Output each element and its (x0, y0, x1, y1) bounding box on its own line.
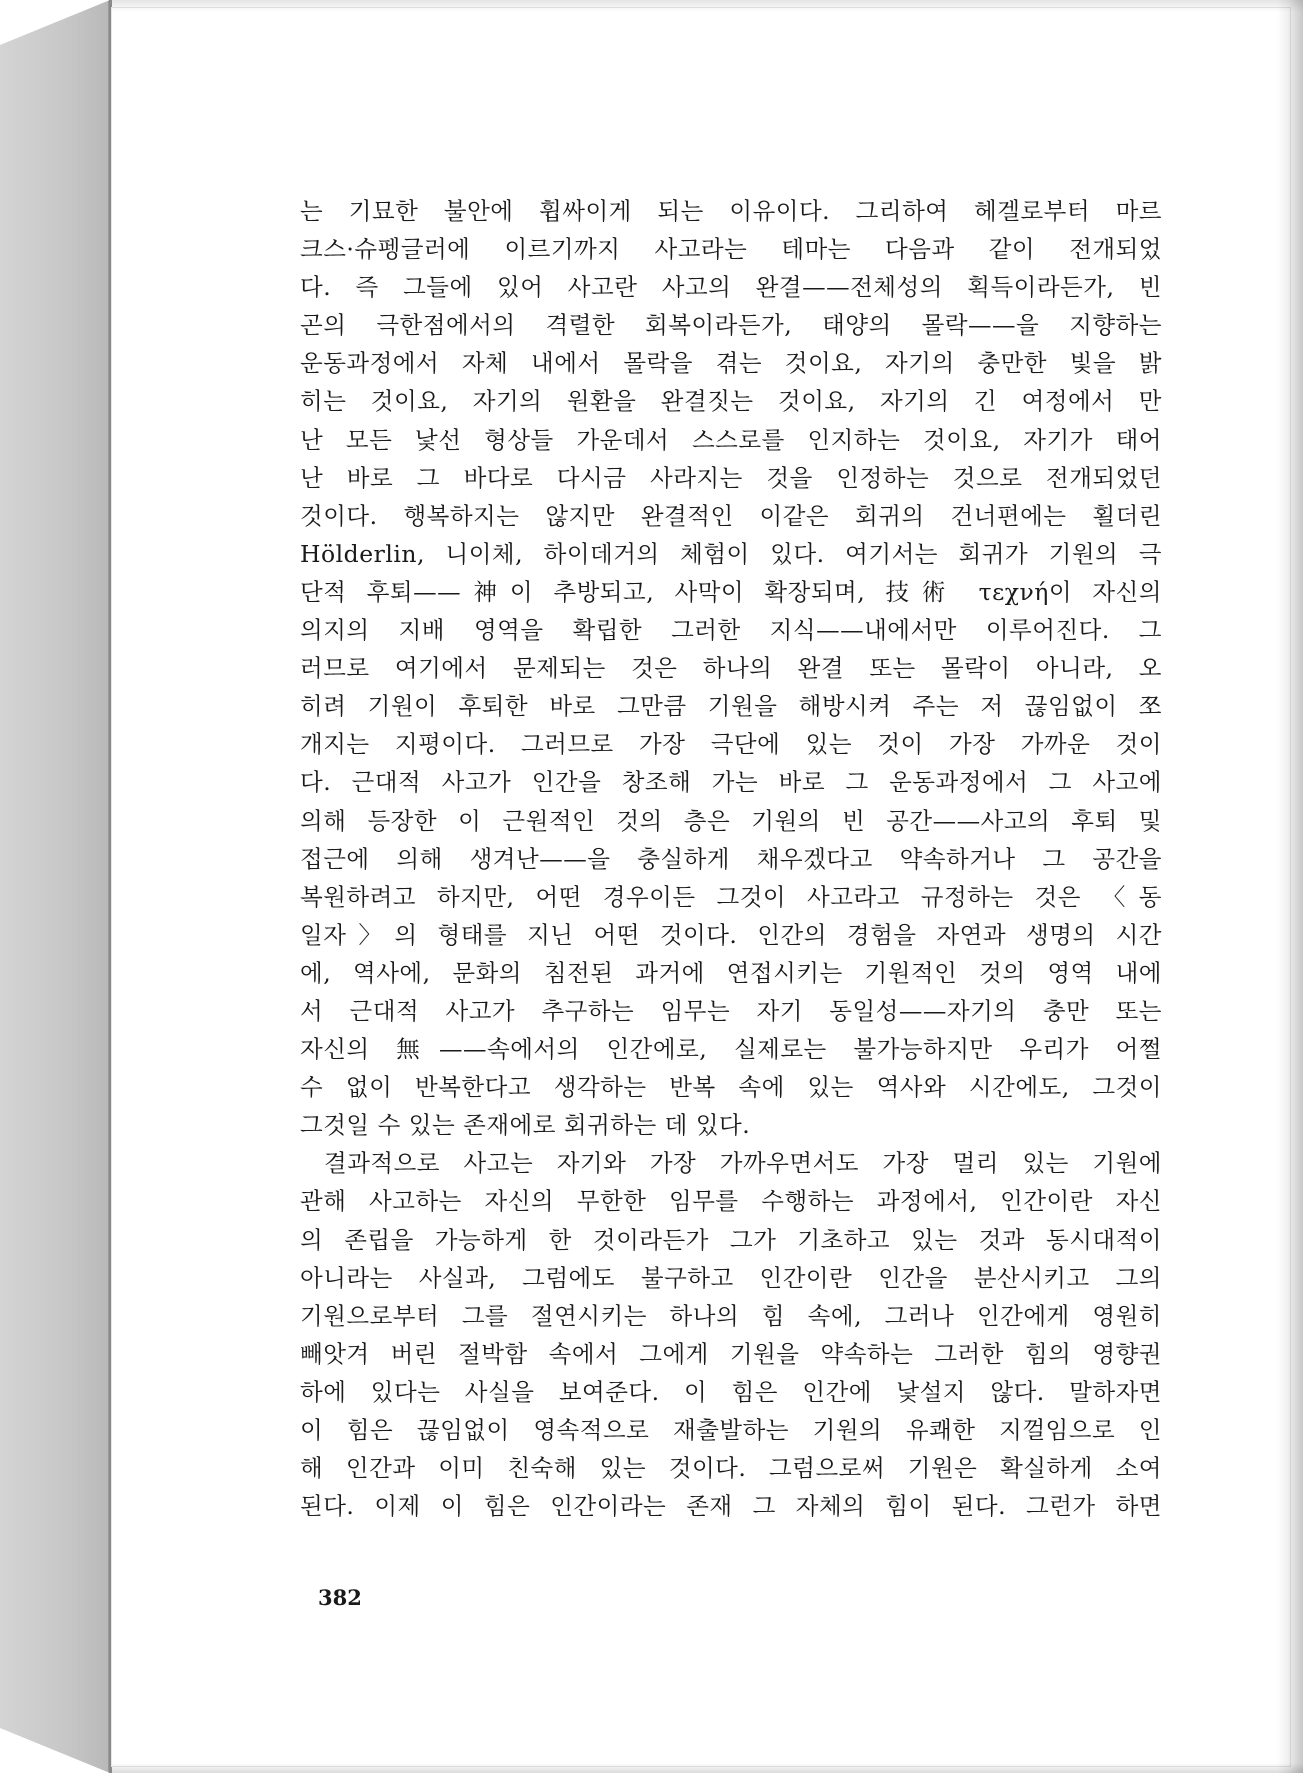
body-text (300, 192, 1162, 1525)
text-line: 된다. 이제 이 힘은 인간이라는 존재 그 자체의 힘이 된다. 그런가 하면 (300, 1492, 1162, 1521)
text-line: 결과적으로 사고는 자기와 가장 가까우면서도 가장 멀리 있는 기원에 (324, 1149, 1162, 1178)
text-line: 는 기묘한 불안에 휩싸이게 되는 이유이다. 그리하여 헤겔로부터 마르 (300, 197, 1162, 225)
text-line: 단적 후퇴——神이 추방되고, 사막이 확장되며, 技術 τεχνή이 자신의 (300, 577, 1162, 606)
paragraph (300, 192, 1162, 1144)
text-line: 이 힘은 끊임없이 영속적으로 재출발하는 기원의 유쾌한 지껄임으로 인 (300, 1416, 1162, 1444)
text-line: 하에 있다는 사실을 보여준다. 이 힘은 인간에 낯설지 않다. 말하자면 (300, 1377, 1162, 1406)
text-line: 것이다. 행복하지는 않지만 완결적인 이같은 회귀의 건너편에는 횔더린 (300, 501, 1162, 530)
text-line: 난 모든 낯선 형상들 가운데서 스스로를 인지하는 것이요, 자기가 태어 (300, 425, 1162, 454)
text-line: 히는 것이요, 자기의 원환을 완결짓는 것이요, 자기의 긴 여정에서 만 (300, 387, 1162, 416)
page-bottom-shadow (112, 1763, 1303, 1773)
text-line: 접근에 의해 생겨난——을 충실하게 채우겠다고 약속하거나 그 공간을 (300, 844, 1162, 873)
page-number: 382 (318, 1585, 362, 1610)
text-line: 개지는 지평이다. 그러므로 가장 극단에 있는 것이 가장 가까운 것이 (300, 730, 1162, 759)
text-line: 의 존립을 가능하게 한 것이라든가 그가 기초하고 있는 것과 동시대적이 (300, 1225, 1162, 1254)
text-line: 수 없이 반복한다고 생각하는 반복 속에 있는 역사와 시간에도, 그것이 (300, 1073, 1162, 1102)
text-line: 다. 즉 그들에 있어 사고란 사고의 완결——전체성의 획득이라든가, 빈 (300, 273, 1162, 302)
text-line: 러므로 여기에서 문제되는 것은 하나의 완결 또는 몰락이 아니라, 오 (300, 654, 1162, 683)
text-line: 복원하려고 하지만, 어떤 경우이든 그것이 사고라고 규정하는 것은 〈동 (300, 882, 1162, 911)
text-line: 서 근대적 사고가 추구하는 임무는 자기 동일성——자기의 충만 또는 (300, 996, 1162, 1025)
text-line: 히려 기원이 후퇴한 바로 그만큼 기원을 해방시켜 주는 저 끊임없이 쪼 (300, 692, 1162, 721)
paragraph (300, 1144, 1162, 1525)
text-line: 의해 등장한 이 근원적인 것의 층은 기원의 빈 공간——사고의 후퇴 및 (300, 806, 1162, 835)
book-spine-edge (0, 0, 110, 1773)
text-line: 아니라는 사실과, 그럼에도 불구하고 인간이란 인간을 분산시키고 그의 (300, 1263, 1162, 1292)
text-line: 난 바로 그 바다로 다시금 사라지는 것을 인정하는 것으로 전개되었던 (300, 463, 1162, 492)
text-line: 운동과정에서 자체 내에서 몰락을 겪는 것이요, 자기의 충만한 빛을 밝 (300, 349, 1162, 378)
text-line: 빼앗겨 버린 절박함 속에서 그에게 기원을 약속하는 그러한 힘의 영향권 (300, 1339, 1162, 1368)
page-top-shadow (112, 0, 1303, 12)
text-line: 자신의 無——속에서의 인간에로, 실제로는 불가능하지만 우리가 어쩔 (300, 1035, 1162, 1064)
text-line: 일자〉의 형태를 지닌 어떤 것이다. 인간의 경험을 자연과 생명의 시간 (300, 920, 1162, 949)
text-line: 에, 역사에, 문화의 침전된 과거에 연접시키는 기원적인 것의 영역 내에 (300, 958, 1162, 987)
text-line: 관해 사고하는 자신의 무한한 임무를 수행하는 과정에서, 인간이란 자신 (300, 1187, 1162, 1216)
text-line: 기원으로부터 그를 절연시키는 하나의 힘 속에, 그러나 인간에게 영원히 (300, 1301, 1162, 1330)
text-line: 곤의 극한점에서의 격렬한 회복이라든가, 태양의 몰락——을 지향하는 (300, 311, 1162, 340)
page-right-shadow (1277, 0, 1303, 1773)
text-line: 그것일 수 있는 존재에로 회귀하는 데 있다. (300, 1111, 751, 1140)
text-line: 다. 근대적 사고가 인간을 창조해 가는 바로 그 운동과정에서 그 사고에 (300, 768, 1162, 797)
text-line: Hölderlin, 니이체, 하이데거의 체험이 있다. 여기서는 회귀가 기원의 극 (300, 539, 1162, 568)
text-line: 크스·슈펭글러에 이르기까지 사고라는 테마는 다음과 같이 전개되었 (300, 235, 1162, 264)
text-line: 해 인간과 이미 친숙해 있는 것이다. 그럼으로써 기원은 확실하게 소여 (300, 1454, 1162, 1483)
text-line: 의지의 지배 영역을 확립한 그러한 지식——내에서만 이루어진다. 그 (300, 616, 1162, 645)
